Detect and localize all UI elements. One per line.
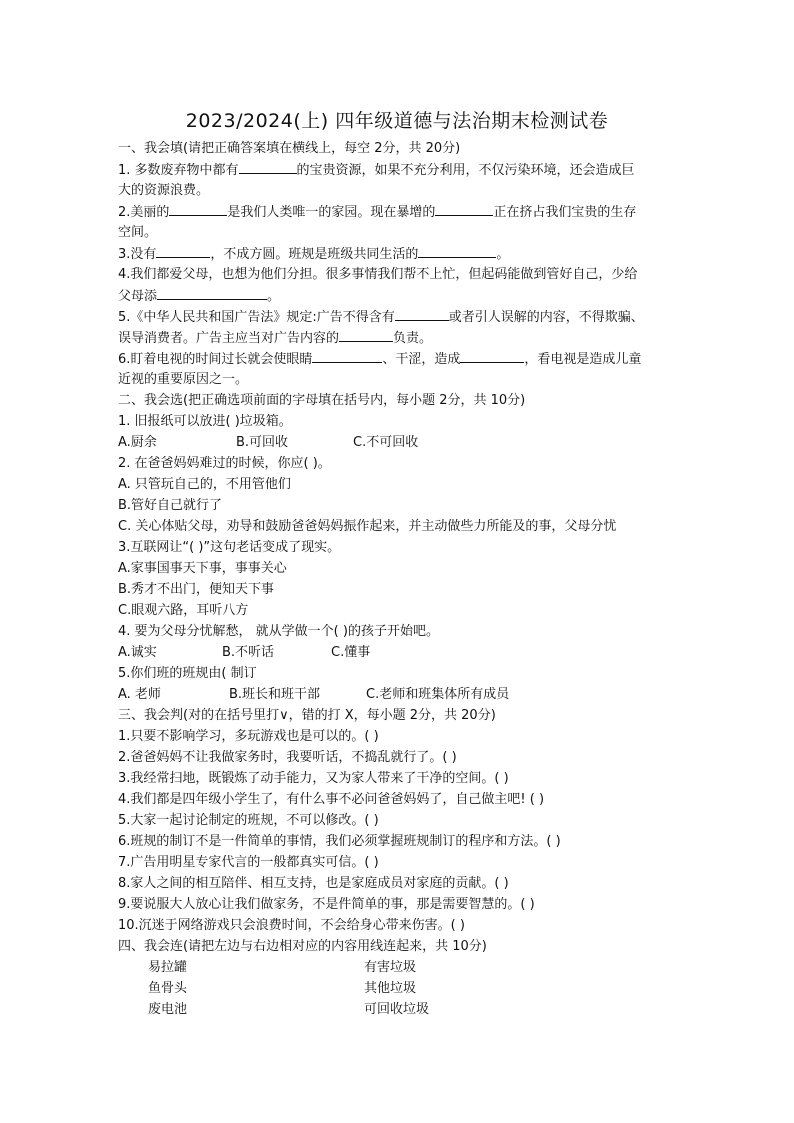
answer-blank (156, 244, 210, 258)
section-3-heading: 三、我会判(对的在括号里打∨，错的打 X，每小题 2分，共 20分) (118, 708, 496, 723)
s2-q5-option-a: A. 老师 (118, 687, 161, 702)
match-right-item: 其他垃圾 (364, 981, 417, 996)
s3-item: 1.只要不影响学习，多玩游戏也是可以的。( ) (118, 729, 379, 744)
s2-q3-option-b: B.秀才不出门，便知天下事 (118, 582, 275, 597)
s3-item: 7.广告用明星专家代言的一般都真实可信。( ) (118, 855, 379, 870)
answer-blank (418, 244, 496, 258)
answer-blank (460, 349, 524, 363)
s1-q6-line2: 近视的重要原因之一。 (118, 372, 249, 387)
answer-blank (157, 286, 267, 300)
s1-q2-line2: 空间。 (118, 225, 158, 240)
s3-item: 6.班规的制订不是一件简单的事情，我们必须掌握班规制订的程序和方法。( ) (118, 834, 561, 849)
s3-item: 2.爸爸妈妈不让我做家务时，我要听话，不捣乱就行了。( ) (118, 750, 457, 765)
s3-item: 9.要说服大人放心让我们做家务，不是件简单的事，那是需要智慧的。( ) (118, 897, 535, 912)
s1-q1-line2: 大的资源浪费。 (118, 183, 210, 198)
answer-blank (435, 202, 493, 216)
s1-q5-line1: 5.《中华人民共和国广告法》规定:广告不得含有 或者引人误解的内容，不得欺骗、 (118, 307, 644, 328)
s2-q2-option-c: C. 关心体贴父母，劝导和鼓励爸爸妈妈振作起来，并主动做些力所能及的事，父母分忧 (118, 519, 617, 534)
s1-q4-line2: 父母添 。 (118, 286, 280, 307)
s2-q3: 3.互联网让“( )”这句老话变成了现实。 (118, 540, 341, 555)
s2-q3-option-a: A.家事国事天下事，事事关心 (118, 561, 287, 576)
match-left-item: 鱼骨头 (148, 981, 188, 996)
match-left-item: 废电池 (148, 1002, 188, 1017)
answer-blank (312, 349, 382, 363)
s1-q5-line2: 误导消费者。广告主应当对广告内容的 负责。 (118, 328, 432, 349)
s1-q1-line1: 1. 多数废弃物中都有 的宝贵资源，如果不充分利用，不仅污染环境，还会造成巨 (118, 160, 635, 181)
s2-q1: 1. 旧报纸可以放进( )垃圾箱。 (118, 414, 292, 429)
match-right-item: 有害垃圾 (364, 960, 417, 975)
s1-q2-line1: 2.美丽的 是我们人类唯一的家园。现在暴增的 正在挤占我们宝贵的生存 (118, 202, 636, 223)
s1-q3: 3.没有 ，不成方圆。班规是班级共同生活的 。 (118, 244, 509, 265)
s3-item: 10.沉迷于网络游戏只会浪费时间，不会给身心带来伤害。( ) (118, 918, 465, 933)
s2-q1-option-c: C.不可回收 (353, 435, 419, 450)
answer-blank (239, 160, 297, 174)
s3-item: 4.我们都是四年级小学生了，有什么事不必问爸爸妈妈了，自己做主吧! ( ) (118, 792, 545, 807)
s1-q6-line1: 6.盯着电视的时间过长就会使眼睛 、干涩，造成 ，看电视是造成儿童 (118, 349, 641, 370)
s2-q2-option-b: B.管好自己就行了 (118, 498, 223, 513)
section-1-heading: 一、我会填(请把正确答案填在横线上，每空 2分，共 20分) (118, 141, 461, 156)
section-4-heading: 四、我会连(请把左边与右边相对应的内容用线连起来，共 10分) (118, 939, 487, 954)
page-title: 2023/2024(上) 四年级道德与法治期末检测试卷 (185, 110, 609, 132)
s1-q4-line1: 4.我们都爱父母，也想为他们分担。很多事情我们帮不上忙，但起码能做到管好自己，少给 (118, 267, 638, 282)
answer-blank (395, 307, 449, 321)
match-right-item: 可回收垃圾 (364, 1002, 430, 1017)
s3-item: 8.家人之间的相互陪伴、相互支持，也是家庭成员对家庭的贡献。( ) (118, 876, 509, 891)
s2-q4-option-a: A.诚实 (118, 645, 157, 660)
s2-q2-option-a: A. 只管玩自己的，不用管他们 (118, 477, 291, 492)
s3-item: 3.我经常扫地，既锻炼了动手能力，又为家人带来了干净的空间。( ) (118, 771, 509, 786)
s2-q4: 4. 要为父母分忧解愁， 就从学做一个( )的孩子开始吧。 (118, 624, 439, 639)
s3-item: 5.大家一起讨论制定的班规，不可以修改。( ) (118, 813, 379, 828)
section-2-heading: 二、我会选(把正确选项前面的字母填在括号内，每小题 2分，共 10分) (118, 393, 526, 408)
match-left-item: 易拉罐 (148, 960, 188, 975)
answer-blank (169, 202, 227, 216)
s2-q5: 5.你们班的班规由( 制订 (118, 666, 257, 681)
s2-q1-option-a: A.厨余 (118, 435, 157, 450)
s2-q4-option-c: C.懂事 (331, 645, 371, 660)
s2-q4-option-b: B.不听话 (222, 645, 275, 660)
s2-q1-option-b: B.可回收 (236, 435, 289, 450)
s2-q5-option-b: B.班长和班干部 (229, 687, 321, 702)
s2-q5-option-c: C.老师和班集体所有成员 (366, 687, 510, 702)
answer-blank (339, 328, 393, 342)
s2-q3-option-c: C.眼观六路，耳听八方 (118, 603, 249, 618)
s2-q2: 2. 在爸爸妈妈难过的时候，你应( )。 (118, 456, 331, 471)
